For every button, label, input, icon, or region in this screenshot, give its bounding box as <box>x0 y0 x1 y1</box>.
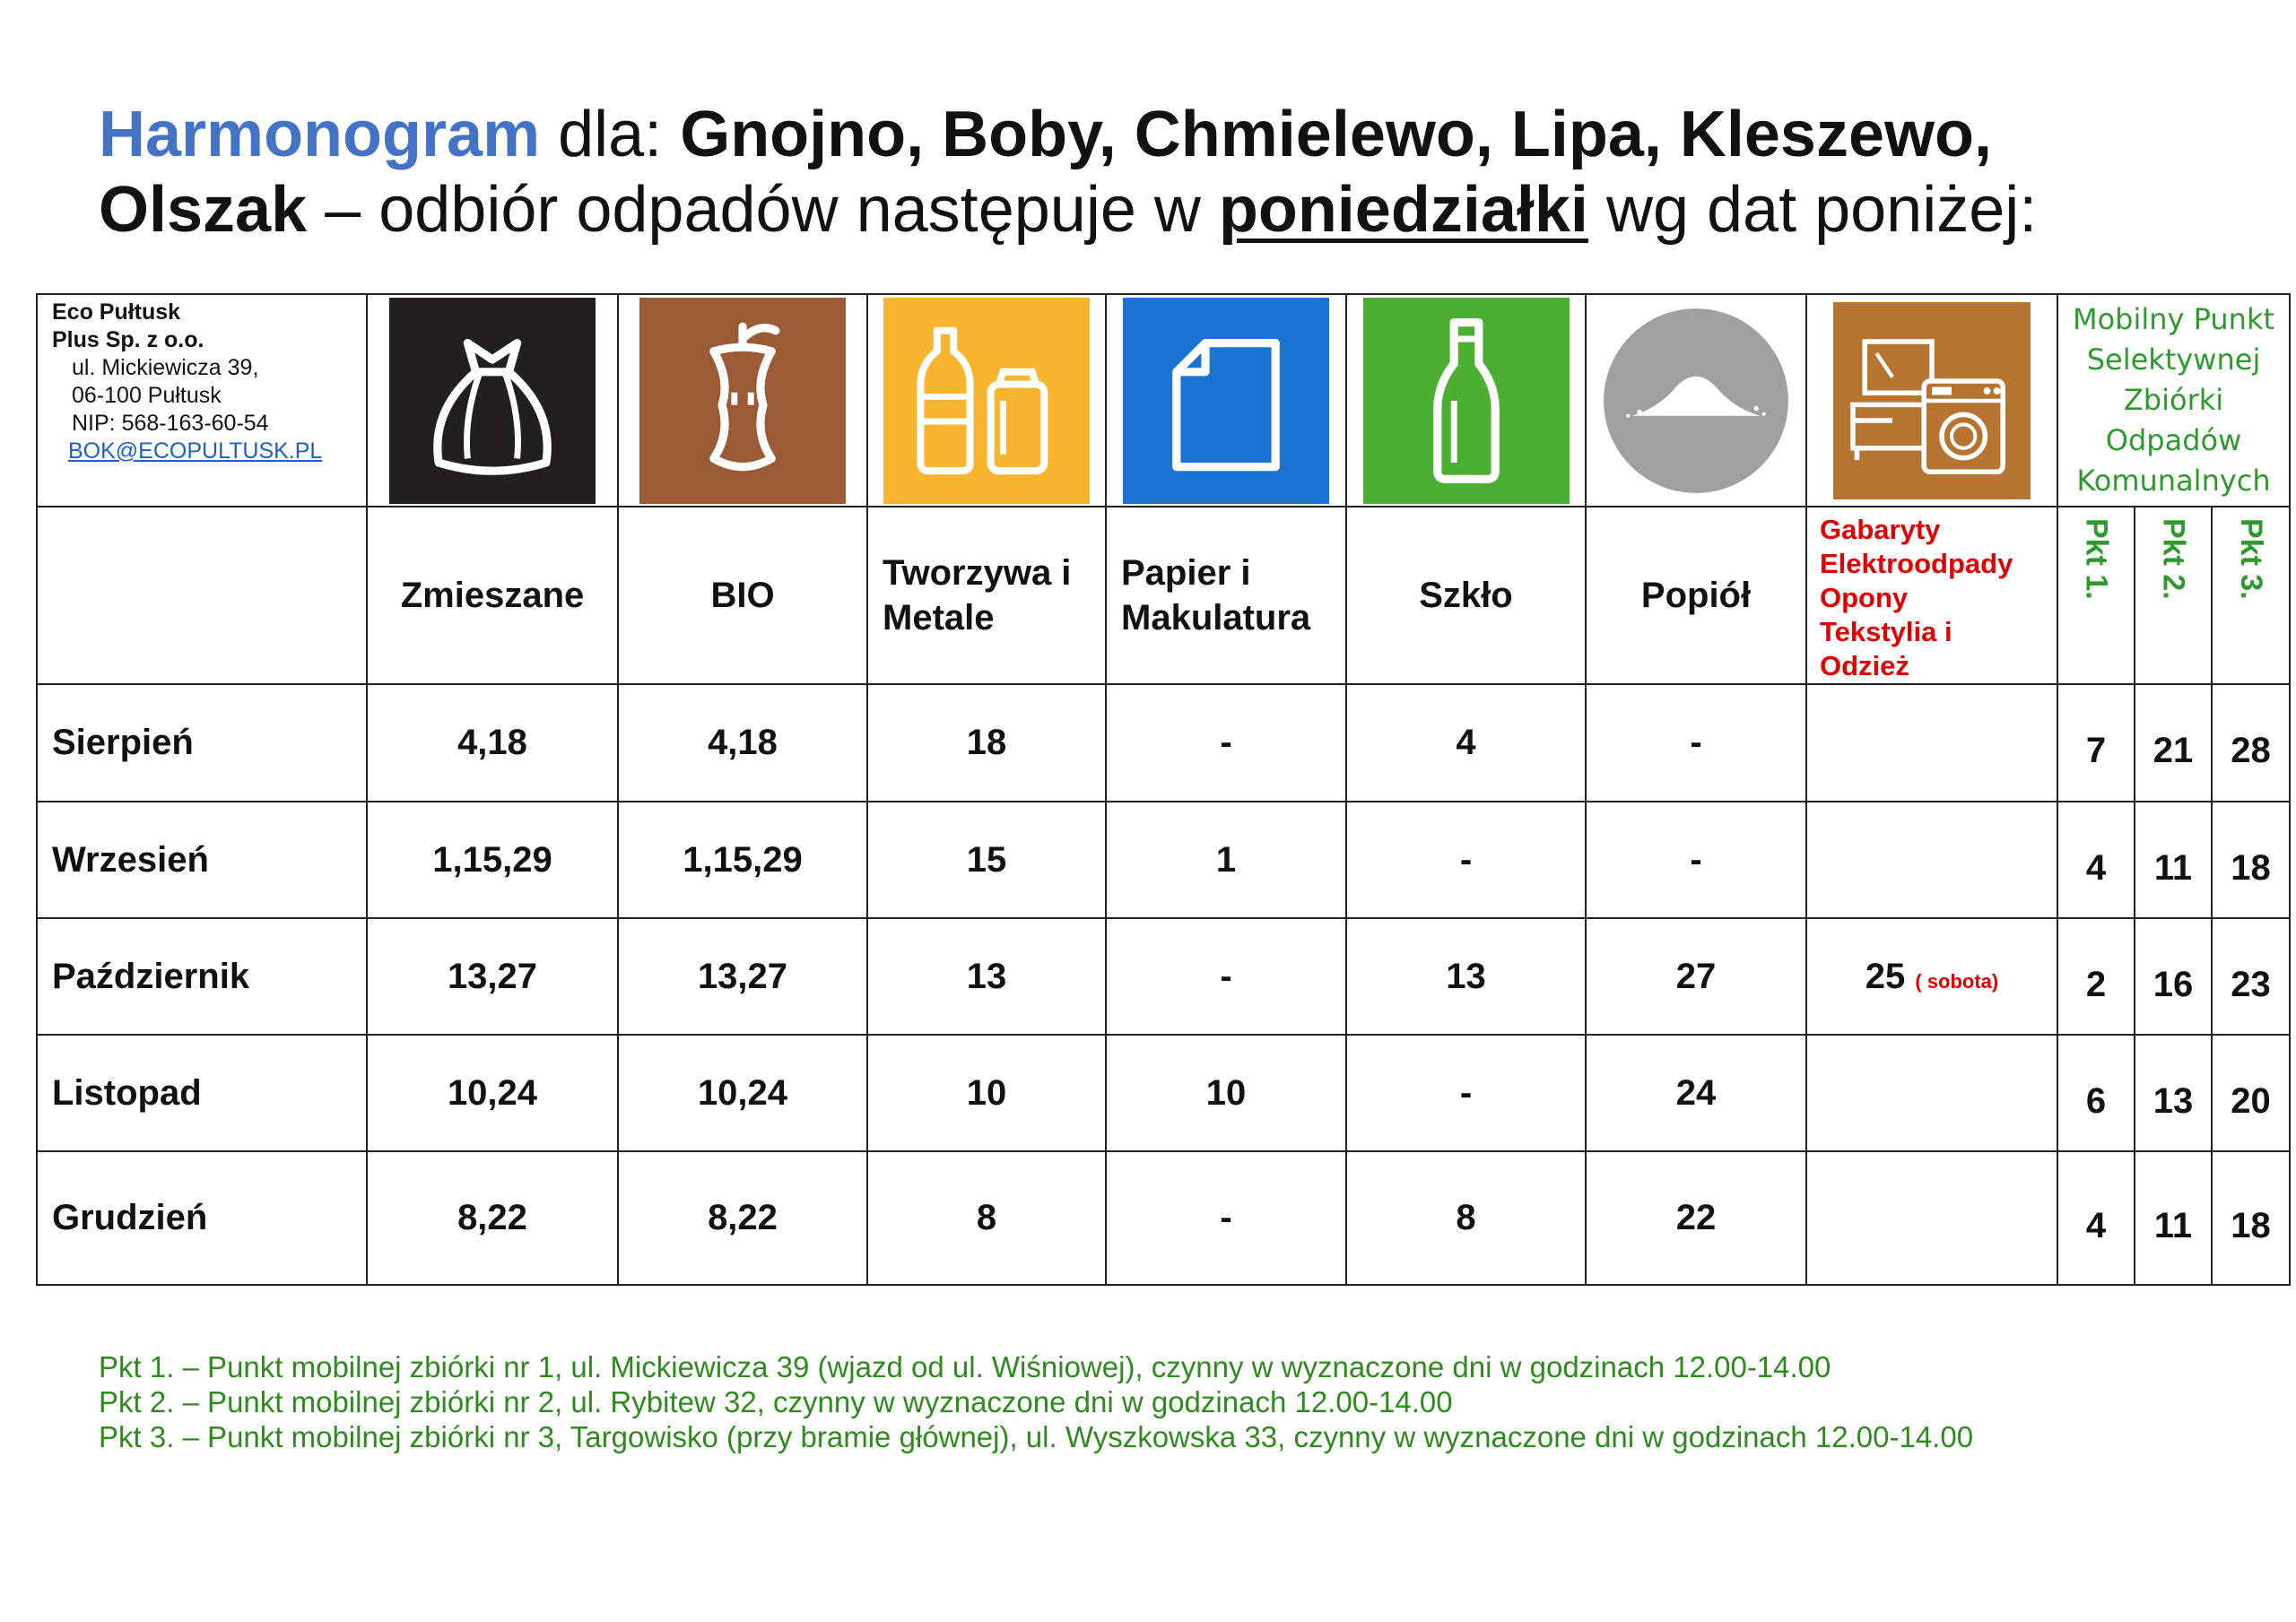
icon-cell-zmieszane <box>367 294 618 507</box>
header-gabaryty-line4: Tekstylia i <box>1820 616 1952 647</box>
tworzywa-cell: 15 <box>867 802 1106 918</box>
month-cell: Grudzień <box>37 1151 367 1285</box>
zmieszane-cell: 10,24 <box>367 1035 618 1151</box>
company-nip: NIP: 568-163-60-54 <box>72 411 269 436</box>
pkt3-cell: 18 <box>2212 1151 2290 1285</box>
gabaryty-cell <box>1806 918 2057 1035</box>
papier-cell: - <box>1106 684 1346 802</box>
szklo-cell: - <box>1346 1035 1586 1151</box>
header-gabaryty-line2: Elektroodpady <box>1820 548 2013 579</box>
pkt2-cell: 21 <box>2135 684 2212 802</box>
pkt3-cell: 20 <box>2212 1035 2290 1151</box>
icon-cell-bio <box>618 294 867 507</box>
mobile-point-header <box>2057 294 2290 507</box>
pkt1-cell: 7 <box>2057 684 2135 802</box>
bio-cell: 4,18 <box>618 684 867 802</box>
page-title <box>99 97 2233 247</box>
footnote-pkt3: Pkt 3. – Punkt mobilnej zbiórki nr 3, Targowisko (przy bramie głównej), ul. Wyszkowska 33, czynny w wyznaczone dni w godzinach 12.00-14.00 <box>99 1420 1974 1453</box>
header-papier <box>1106 507 1346 684</box>
pkt1-cell: 4 <box>2057 802 2135 918</box>
company-name-1: Eco Pułtusk <box>52 299 181 325</box>
pkt2-cell: 11 <box>2135 1151 2212 1285</box>
popiol-cell: 27 <box>1586 918 1806 1035</box>
company-street: ul. Mickiewicza 39, <box>72 355 259 380</box>
popiol-cell: 24 <box>1586 1035 1806 1151</box>
schedule-table <box>36 293 2291 1286</box>
title-end: wg dat poniżej: <box>1587 174 2038 246</box>
header-gabaryty <box>1806 507 2057 684</box>
header-pkt2-label: Pkt 2. <box>2156 518 2191 600</box>
popiol-cell: 22 <box>1586 1151 1806 1285</box>
gabaryty-cell <box>1806 802 2057 918</box>
popiol-cell: - <box>1586 684 1806 802</box>
title-places-line1: Gnojno, Boby, Chmielewo, Lipa, Kleszewo, <box>680 99 1993 170</box>
furniture-appliance-icon <box>1833 302 2031 499</box>
bio-cell: 1,15,29 <box>618 802 867 918</box>
szklo-cell: 4 <box>1346 684 1586 802</box>
header-tworzywa <box>867 507 1106 684</box>
header-empty-cell <box>37 507 367 684</box>
header-gabaryty-line1: Gabaryty <box>1820 514 1941 545</box>
szklo-cell: 8 <box>1346 1151 1586 1285</box>
header-row <box>37 507 2290 684</box>
header-popiol: Popiół <box>1586 507 1806 684</box>
szklo-cell: - <box>1346 802 1586 918</box>
pkt1-cell: 6 <box>2057 1035 2135 1151</box>
title-day: poniedziałki <box>1218 174 1588 246</box>
pkt2-cell: 13 <box>2135 1035 2212 1151</box>
bottle-can-icon <box>883 298 1090 504</box>
company-info <box>37 294 367 507</box>
header-gabaryty-line3: Opony <box>1820 582 1909 613</box>
zmieszane-cell: 8,22 <box>367 1151 618 1285</box>
header-tworzywa-line1: Tworzywa i <box>883 553 1072 593</box>
popiol-cell: - <box>1586 802 1806 918</box>
header-pkt1-label: Pkt 1. <box>2079 518 2114 600</box>
gabaryty-value: 25 <box>1865 956 1906 996</box>
paper-icon <box>1123 298 1329 504</box>
month-cell: Październik <box>37 918 367 1035</box>
gabaryty-note: ( sobota) <box>1915 969 1999 993</box>
company-name-2: Plus Sp. z o.o. <box>52 327 204 352</box>
bio-cell: 13,27 <box>618 918 867 1035</box>
mobile-line-3: Zbiórki <box>2123 383 2224 417</box>
tworzywa-cell: 8 <box>867 1151 1106 1285</box>
pkt3-cell: 23 <box>2212 918 2290 1035</box>
bio-cell: 8,22 <box>618 1151 867 1285</box>
footnote-pkt2: Pkt 2. – Punkt mobilnej zbiórki nr 2, ul. Rybitew 32, czynny w wyznaczone dni w godzinach 12.00-14.00 <box>99 1385 1453 1418</box>
trash-bag-icon <box>389 298 596 504</box>
title-mid: – odbiór odpadów następuje w <box>307 174 1219 246</box>
gabaryty-cell <box>1806 1035 2057 1151</box>
mobile-line-1: Mobilny Punkt <box>2072 302 2275 336</box>
header-pkt2 <box>2135 507 2212 684</box>
gabaryty-cell <box>1806 684 2057 802</box>
company-city: 06-100 Pułtusk <box>72 383 222 408</box>
month-cell: Sierpień <box>37 684 367 802</box>
header-bio: BIO <box>618 507 867 684</box>
zmieszane-cell: 1,15,29 <box>367 802 618 918</box>
tworzywa-cell: 10 <box>867 1035 1106 1151</box>
papier-cell: 1 <box>1106 802 1346 918</box>
header-gabaryty-line5: Odzież <box>1820 650 1909 681</box>
header-szklo: Szkło <box>1346 507 1586 684</box>
pkt2-cell: 16 <box>2135 918 2212 1035</box>
pkt2-cell: 11 <box>2135 802 2212 918</box>
table-row <box>37 802 2290 918</box>
mobile-line-4: Odpadów <box>2105 423 2242 457</box>
footnotes <box>99 1349 1973 1454</box>
tworzywa-cell: 18 <box>867 684 1106 802</box>
header-papier-line2: Makulatura <box>1121 598 1311 638</box>
header-zmieszane: Zmieszane <box>367 507 618 684</box>
month-cell: Listopad <box>37 1035 367 1151</box>
header-pkt3 <box>2212 507 2290 684</box>
header-pkt3-label: Pkt 3. <box>2234 518 2269 600</box>
ash-pile-icon <box>1602 307 1790 495</box>
papier-cell: - <box>1106 1151 1346 1285</box>
icon-cell-szklo <box>1346 294 1586 507</box>
icon-cell-gabaryty <box>1806 294 2057 507</box>
zmieszane-cell: 13,27 <box>367 918 618 1035</box>
company-email-link[interactable]: BOK@ECOPULTUSK.PL <box>68 438 323 464</box>
bio-cell: 10,24 <box>618 1035 867 1151</box>
title-dla: dla: <box>540 99 681 170</box>
header-tworzywa-line2: Metale <box>883 598 995 638</box>
table-row <box>37 1151 2290 1285</box>
footnote-pkt1: Pkt 1. – Punkt mobilnej zbiórki nr 1, ul. Mickiewicza 39 (wjazd od ul. Wiśniowej), czynny w wyznaczone dni w godzinach 12.00-14.00 <box>99 1350 1831 1383</box>
tworzywa-cell: 13 <box>867 918 1106 1035</box>
title-accent: Harmonogram <box>99 99 541 170</box>
mobile-line-2: Selektywnej <box>2086 343 2261 377</box>
month-cell: Wrzesień <box>37 802 367 918</box>
pkt1-cell: 2 <box>2057 918 2135 1035</box>
papier-cell: - <box>1106 918 1346 1035</box>
icon-cell-papier <box>1106 294 1346 507</box>
pkt1-cell: 4 <box>2057 1151 2135 1285</box>
zmieszane-cell: 4,18 <box>367 684 618 802</box>
pkt3-cell: 18 <box>2212 802 2290 918</box>
table-row <box>37 1035 2290 1151</box>
apple-core-icon <box>639 298 846 504</box>
icon-cell-tworzywa <box>867 294 1106 507</box>
papier-cell: 10 <box>1106 1035 1346 1151</box>
table-row <box>37 684 2290 802</box>
szklo-cell: 13 <box>1346 918 1586 1035</box>
mobile-line-5: Komunalnych <box>2076 464 2271 498</box>
icon-cell-popiol <box>1586 294 1806 507</box>
title-places-line2: Olszak <box>99 174 308 246</box>
header-papier-line1: Papier i <box>1121 553 1251 593</box>
header-pkt1 <box>2057 507 2135 684</box>
icon-row <box>37 294 2290 507</box>
glass-bottle-icon <box>1363 298 1570 504</box>
table-row <box>37 918 2290 1035</box>
pkt3-cell: 28 <box>2212 684 2290 802</box>
gabaryty-cell <box>1806 1151 2057 1285</box>
